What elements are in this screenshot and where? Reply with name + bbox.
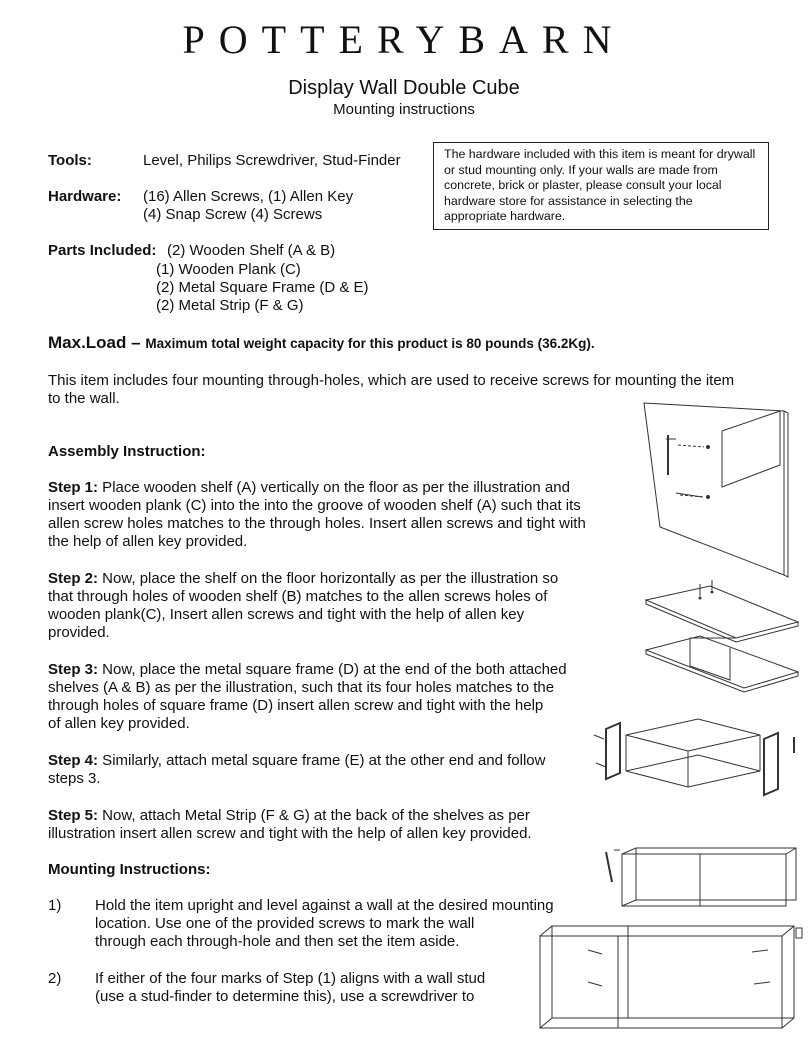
assembly-heading: Assembly Instruction:	[48, 443, 206, 460]
step-text: Place wooden shelf (A) vertically on the floor as per the illustration and	[98, 479, 570, 496]
hardware-notice-box	[433, 142, 769, 230]
mounting-text: location. Use one of the provided screws to mark the wall	[95, 915, 475, 932]
intro-line-1: This item includes four mounting through-holes, which are used to receive screws for mounting the item	[48, 372, 735, 389]
brand-logo-text: POTTERYBARN	[182, 17, 626, 62]
max-load-text: Maximum total weight capacity for this product is 80 pounds (36.2Kg).	[145, 336, 595, 351]
mounting-step-2	[95, 970, 485, 1006]
hardware-line-1: (16) Allen Screws, (1) Allen Key	[143, 188, 354, 205]
step-text: shelves (A & B) as per the illustration, such that its four holes matches to the	[48, 679, 555, 696]
step-text: insert wooden plank (C) into the into the groove of wooden shelf (A) such that its	[48, 497, 581, 514]
mounting-heading: Mounting Instructions:	[48, 861, 211, 878]
step-text: provided.	[48, 624, 110, 641]
parts-item: (2) Wooden Shelf (A & B)	[167, 242, 336, 259]
step-label: Step 2:	[48, 570, 99, 587]
parts-item: (1) Wooden Plank (C)	[156, 261, 301, 278]
step-label: Step 3:	[48, 661, 99, 678]
step-label: Step 1:	[48, 479, 99, 496]
hardware-line-2: (4) Snap Screw (4) Screws	[143, 206, 323, 223]
mounting-num: 1)	[48, 897, 62, 914]
step-text: Now, attach Metal Strip (F & G) at the back of the shelves as per	[98, 807, 530, 824]
step-text: wooden plank(C), Insert allen screws and tight with the help of allen key	[48, 606, 525, 623]
brand-logo	[0, 16, 808, 64]
parts-item: (2) Metal Square Frame (D & E)	[156, 279, 369, 296]
step-text: Now, place the metal square frame (D) at the end of the both attached	[98, 661, 567, 678]
step-text: Similarly, attach metal square frame (E) at the other end and follow	[98, 752, 546, 769]
parts-label: Parts Included:	[48, 242, 157, 259]
step-2-illustration	[640, 578, 806, 700]
mounting-num: 2)	[48, 970, 62, 987]
hardware-notice-text: The hardware included with this item is meant for drywall or stud mounting only. If your walls are made from concrete, brick or plaster, please consult your local hardware store for assistance in selecting the appropriate hardware.	[444, 147, 756, 223]
step-4	[48, 752, 545, 788]
mounting-text: through each through-hole and then set the item aside.	[95, 933, 460, 950]
step-3-illustration	[588, 713, 806, 808]
step-5	[48, 807, 532, 843]
step-label: Step 5:	[48, 807, 99, 824]
step-text: through holes of square frame (D) insert allen screw and tight with the help	[48, 697, 544, 714]
step-text: steps 3.	[48, 770, 101, 787]
max-load	[48, 333, 595, 353]
step-1	[48, 479, 586, 551]
page-title: Display Wall Double Cube	[288, 77, 520, 99]
step-2	[48, 570, 558, 642]
step-text: Now, place the shelf on the floor horizontally as per the illustration so	[98, 570, 559, 587]
step-5-illustration	[600, 842, 806, 922]
step-text: of allen key provided.	[48, 715, 190, 732]
tools-value: Level, Philips Screwdriver, Stud-Finder	[143, 152, 401, 169]
mounting-text: If either of the four marks of Step (1) aligns with a wall stud	[95, 970, 486, 987]
page-subtitle: Mounting instructions	[333, 101, 475, 118]
intro-line-2: to the wall.	[48, 390, 120, 407]
step-text: the help of allen key provided.	[48, 533, 248, 550]
mounting-step-1	[95, 897, 554, 951]
step-text: allen screw holes matches to the through holes. Insert allen screws and tight with	[48, 515, 586, 532]
mounting-text: Hold the item upright and level against a wall at the desired mounting	[95, 897, 554, 914]
max-load-label: Max.Load –	[48, 333, 141, 352]
step-text: illustration insert allen screw and tight with the help of allen key provided.	[48, 825, 532, 842]
step-1-illustration	[640, 395, 806, 580]
parts-item: (2) Metal Strip (F & G)	[156, 297, 304, 314]
tools-label: Tools:	[48, 152, 92, 169]
step-3	[48, 661, 567, 733]
hardware-label: Hardware:	[48, 188, 122, 205]
mounting-text: (use a stud-finder to determine this), use a screwdriver to	[95, 988, 475, 1005]
step-label: Step 4:	[48, 752, 99, 769]
step-text: that through holes of wooden shelf (B) matches to the allen screws holes of	[48, 588, 548, 605]
mounting-illustration	[532, 922, 806, 1040]
